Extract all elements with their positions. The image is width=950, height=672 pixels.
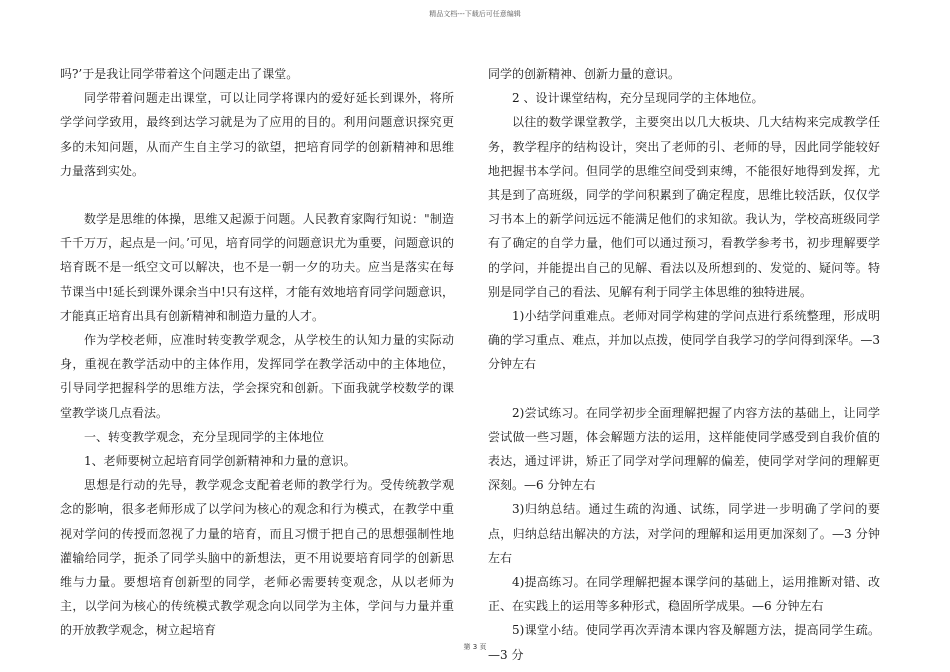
paragraph: 作为学校老师，应准时转变教学观念，从学校生的认知力量的实际动身，重视在教学活动中的主体作用，发挥同学在教学活动中的主体地位，引导同学把握科学的思维方法，学会探究和创新。下面我就学校数学的课堂教学谈几点看法。 xyxy=(60,333,454,420)
paragraph-gap xyxy=(60,183,454,207)
section-heading: 一、转变教学观念，充分呈现同学的主体地位 xyxy=(84,429,325,444)
paragraph: 同学的创新精神、创新力量的意识。 xyxy=(488,67,681,81)
list-item: 4)提高练习。在同学理解把握本课学问的基础上，运用推断对错、改正、在实践上的运用等多种形式，稳固所学成果。—6 分钟左右 xyxy=(488,575,880,614)
subsection-heading: 2 、设计课堂结构，充分呈现同学的主体地位。 xyxy=(512,91,764,106)
left-column xyxy=(60,62,454,643)
paragraph: 同学带着问题走出课堂，可以让同学将课内的爱好延长到课外，将所学学问学致用，最终到达学习就是为了应用的目的。利用问题意识探究更多的未知问题，从而产生自主学习的欲望，把培育同学的创新精神和思维力量落到实处。 xyxy=(60,91,454,178)
right-column xyxy=(488,62,880,667)
paragraph: 吗?’于是我让同学带着这个问题走出了课堂。 xyxy=(60,67,299,81)
paragraph: 以往的数学课堂教学，主要突出以几大板块、几大结构来完成教学任务，教学程序的结构设计，突出了老师的引、老师的导，因此同学能较好地把握书本学问。但同学的思维空间受到束缚，不能很好地得到发挥，尤其是到了高班级，同学的学问积累到了确定程度，思维比较活跃，仅仅学习书本上的新学问远远不能满足他们的求知欲。我认为，学校高班级同学有了确定的自学力量，他们可以通过预习，看教学参考书，初步理解要学的学问，并能提出自己的见解、看法以及所想到的、发觉的、疑问等。特别是同学自己的看法、见解有利于同学主体思维的独特进展。 xyxy=(488,115,880,299)
paragraph: 数学是思维的体操，思维又起源于问题。人民教育家陶行知说："制造千千万万，起点是一问。’可见，培育同学的问题意识尤为重要，问题意识的培育既不是一纸空文可以解决，也不是一朝一夕的功夫。应当是落实在每节课当中!延长到课外课余当中!只有这样，才能有效地培育同学问题意识，才能真正培育出具有创新精神和制造力量的人才。 xyxy=(60,212,454,323)
paragraph: 思想是行动的先导，教学观念支配着老师的教学行为。受传统教学观念的影响，很多老师形成了以学问为核心的观念和行为模式，在教学中重视对学问的传授而忽视了力量的培育，而且习惯于把自己的思想强制性地灌输给同学，扼杀了同学头脑中的新想法，更不用说要培育同学的创新思维与力量。要想培育创新型的同学，老师必需要转变观念，从以老师为主，以学问为核心的传统模式教学观念向以同学为主体，学问与力量并重的开放教学观念，树立起培育 xyxy=(60,478,454,638)
paragraph-gap xyxy=(488,377,880,401)
list-item: 5)课堂小结。使同学再次弄清本课内容及解题方法，提高同学生疏。—3 分 xyxy=(488,623,880,662)
list-item: 1)小结学问重难点。老师对同学构建的学问点进行系统整理，形成明确的学习重点、难点，并加以点拨，使同学自我学习的学问得到深华。—3 分钟左右 xyxy=(488,309,880,372)
subsection-heading: 1、老师要树立起培育同学创新精神和力量的意识。 xyxy=(84,454,356,469)
page-header: 精品文档---下载后可任意编辑 xyxy=(429,10,521,18)
list-item: 3)归纳总结。通过生疏的沟通、试练，同学进一步明确了学问的要点，归纳总结出解决的方法，对学问的理解和运用更加深刻了。—3 分钟左右 xyxy=(488,502,880,565)
list-item: 2)尝试练习。在同学初步全面理解把握了内容方法的基础上，让同学尝试做一些习题，体会解题方法的运用，这样能使同学感受到自我价值的表达，通过评讲，矫正了同学对学问理解的偏差，使同学对学问的理解更深刻。—6 分钟左右 xyxy=(488,405,880,493)
page-number: 第 3 页 xyxy=(463,643,487,651)
